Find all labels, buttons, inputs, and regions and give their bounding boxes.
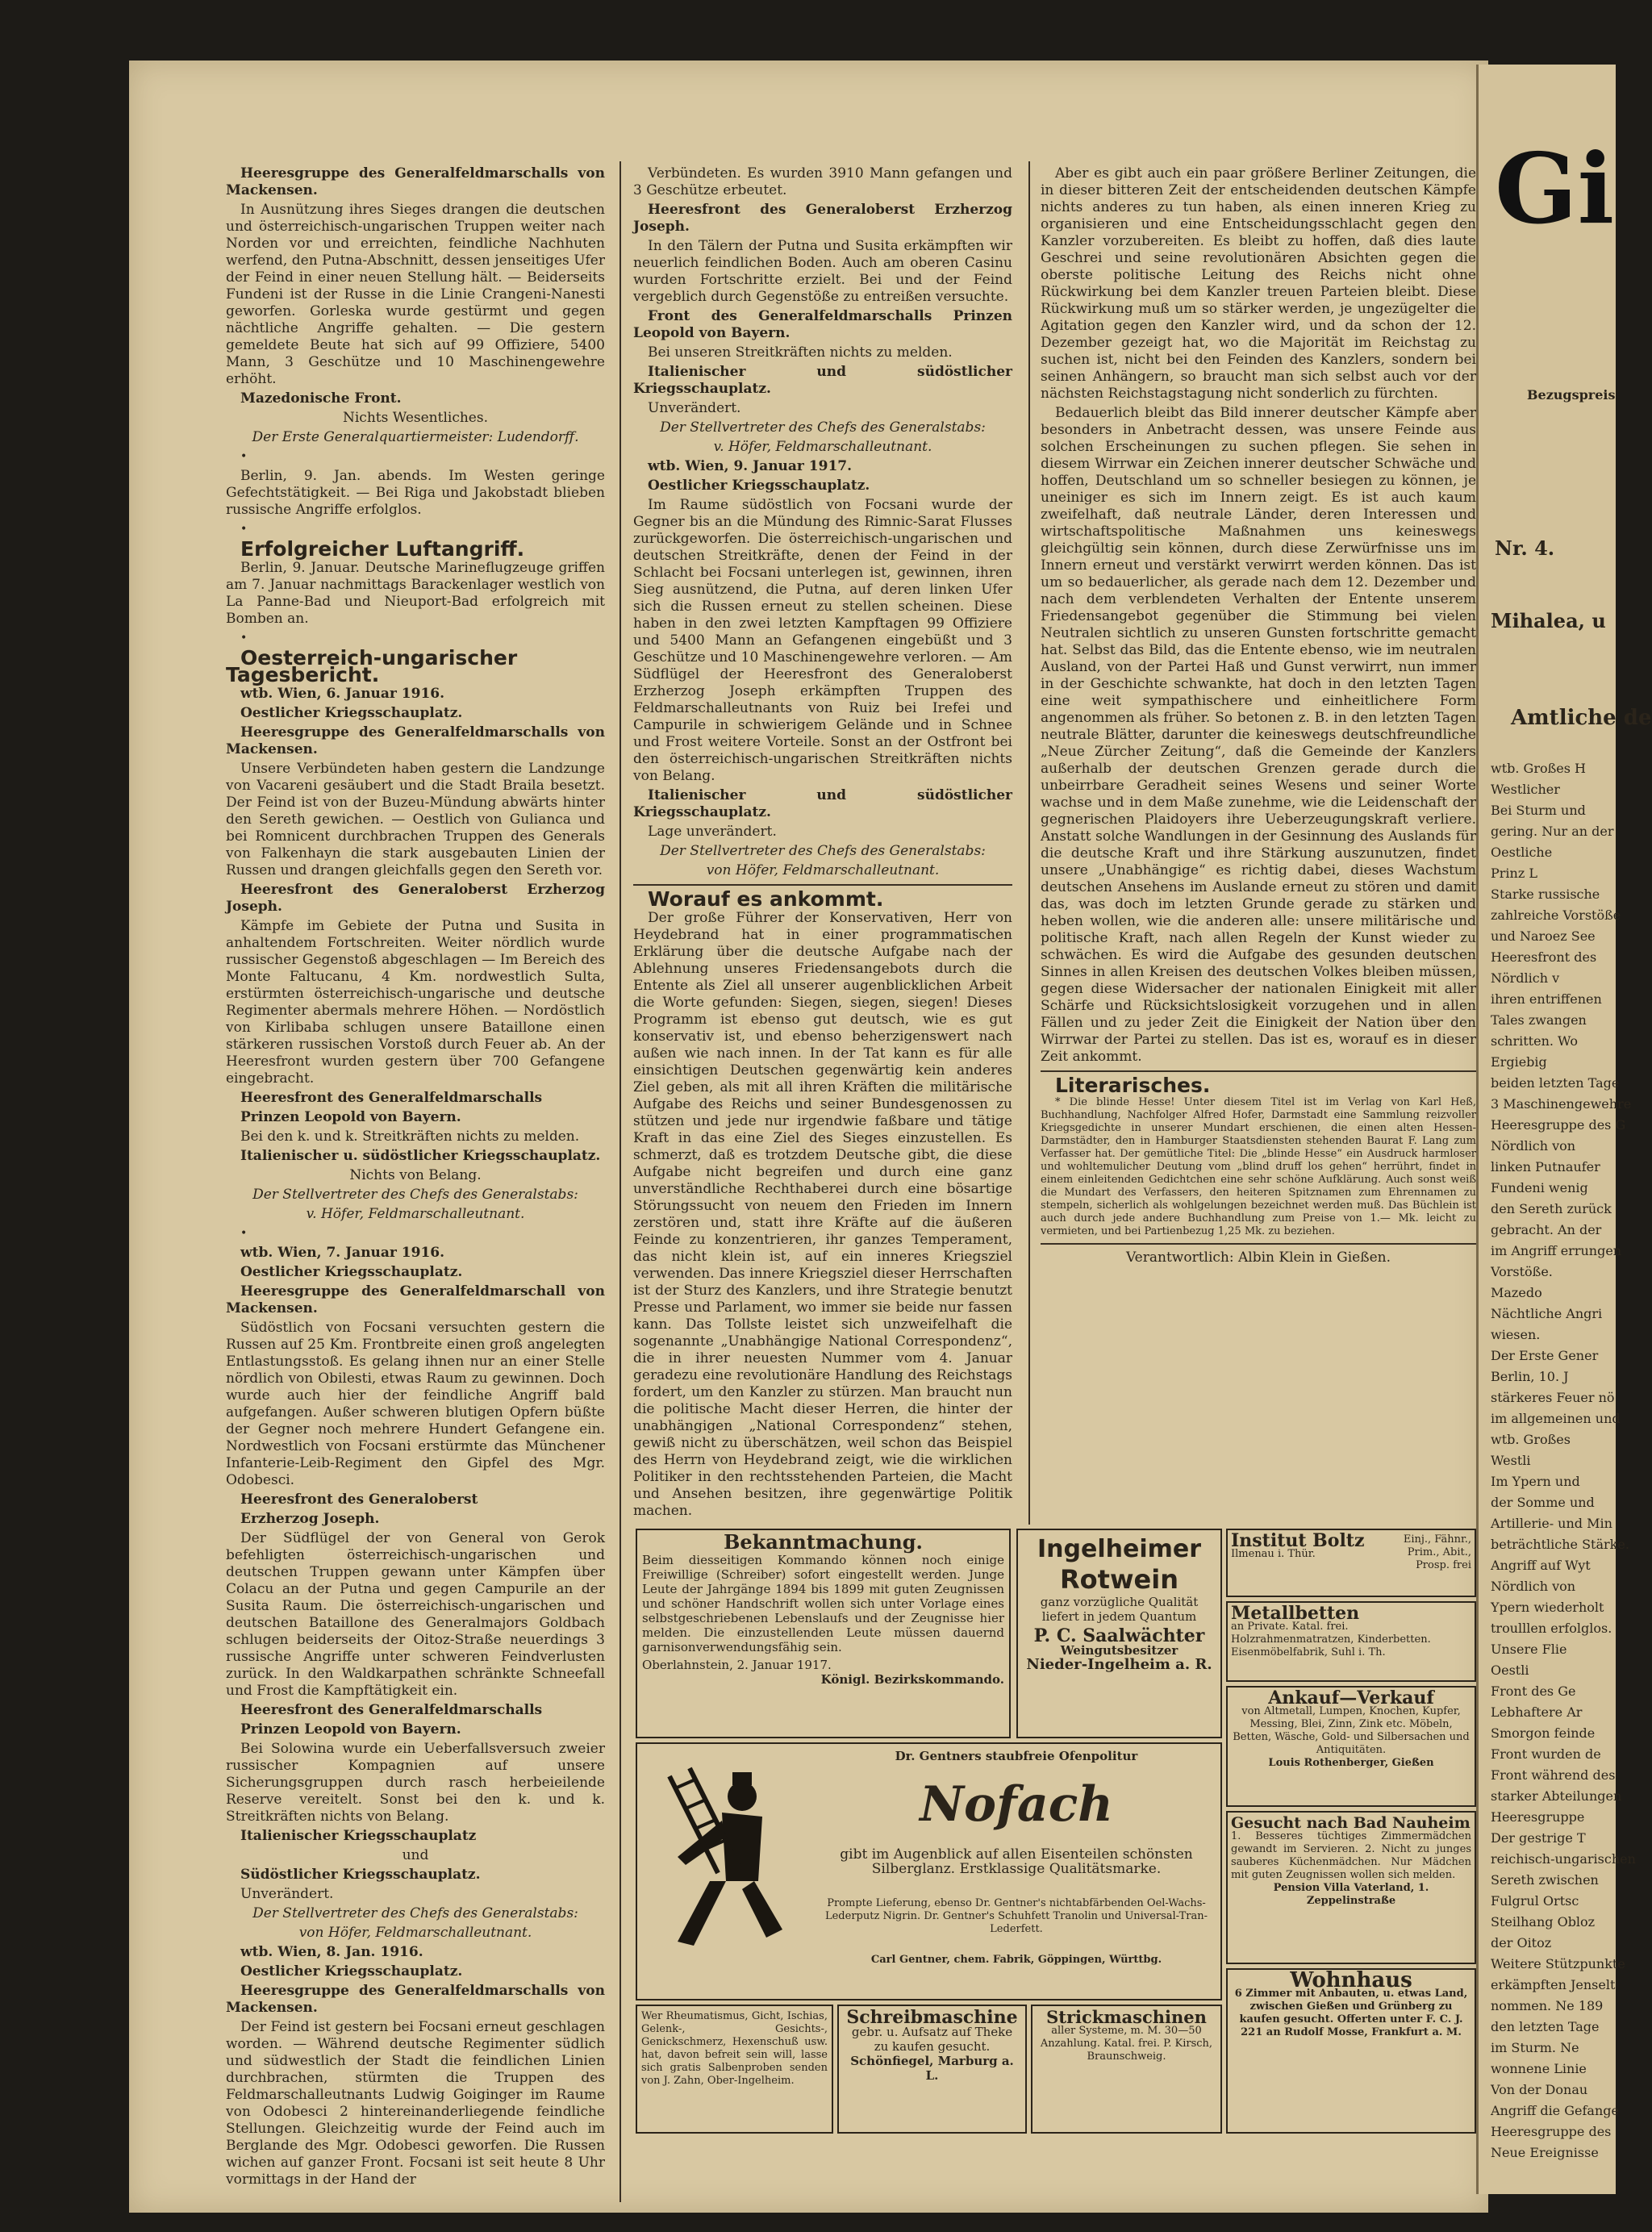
paragraph: Bei Solowina wurde ein Ueberfallsversuch zweier russischer Kompagnien auf unsere Sicherungsgruppen durch rasch herbeieilende Reserve vereitelt. Sonst bei den k. und k. Streitkräften nichts von Belang. xyxy=(226,1741,605,1825)
divider xyxy=(1041,1243,1476,1245)
divider xyxy=(1041,1070,1476,1072)
heading: Prinzen Leopold von Bayern. xyxy=(240,1109,461,1125)
masthead-sub: Bezugspreis xyxy=(1527,387,1616,403)
right-line: beträchtliche Stärke. xyxy=(1491,1537,1629,1552)
right-line: stärkeres Feuer nö xyxy=(1491,1390,1615,1405)
paragraph: In den Tälern der Putna und Susita erkämpften wir neuerlich feindlichen Boden. Auch am oberen Casinu wurden Fortschritte erzielt. Bei und der Feind vergeblich durch Gegenstöße zu entreißen versuchte. xyxy=(633,238,1012,305)
paragraph: Bei den k. und k. Streitkräften nichts zu melden. xyxy=(240,1129,580,1145)
right-line: Smorgon feinde xyxy=(1491,1725,1596,1741)
right-line: Ypern wiederholt xyxy=(1491,1600,1604,1615)
paragraph: Verbündeten. Es wurden 3910 Mann gefangen und 3 Geschütze erbeutet. xyxy=(633,165,1012,198)
right-line: 3 Maschinengewehre xyxy=(1491,1096,1632,1112)
heading: Heeresgruppe des Generalfeldmarschalls von Mackensen. xyxy=(226,165,605,198)
ad-text: Wer Rheumatismus, Gicht, Ischias, Gelenk-, Gesichts-, Genickschmerz, Hexenschuß usw. hat, davon befreit sein will, lasse sich gratis Salbenproben senden von J. Zahn, Ober-Ingelheim. xyxy=(641,2010,828,2087)
ad-title: Ankauf—Verkauf xyxy=(1268,1688,1434,1708)
paragraph: Berlin, 9. Januar. Deutsche Marineflugzeuge griffen am 7. Januar nachmittags Barackenlager westlich von La Panne-Bad und Nieuport-Bad erfolgreich mit Bomben an. xyxy=(226,560,605,627)
right-line: Front während des xyxy=(1491,1767,1616,1783)
right-line: Der gestrige T xyxy=(1491,1830,1586,1846)
right-line: Fulgrul Ortsc xyxy=(1491,1893,1579,1909)
right-line: wtb. Großes xyxy=(1491,1432,1571,1447)
heading: Italienischer und südöstlicher Kriegsschauplatz. xyxy=(633,364,1012,397)
right-line: Von der Donau xyxy=(1491,2082,1588,2097)
right-line: Front wurden de xyxy=(1491,1746,1601,1762)
ad-title: Wohnhaus xyxy=(1290,1968,1412,1992)
paragraph: Der Südflügel der von General von Gerok befehligten österreichisch-ungarischen und deutschen Truppen gewann unter Kämpfen über Colacu an der Putna und gegen Campurile an der Susita Raum. Die österreichisch-ungarischen und deutschen Bataillone des Generalmajors Goldbach schlugen beiderseits der Oitoz-Straße neuerdings 3 russische Angriffe unter schweren Feindverlusten zurück. In den Waldkarpathen schränkte Schneefall und Frost die Kampftätigkeit ein. xyxy=(226,1530,605,1699)
ad-text: Beim diesseitigen Kommando können noch einige Freiwillige (Schreiber) sofort eingestellt werden. Junge Leute der Jahrgänge 1894 bis 1899 mit guten Zeugnissen und schöner Handschrift wollen sich unter Vorlage eines selbstgeschriebenen Lebenslaufs und der Zeugnisse hier melden. Die einzustellenden Leute müssen dauernd garnisonverwendungsfähig sein. xyxy=(642,1553,1004,1654)
right-headline: Mihalea, u xyxy=(1491,609,1606,632)
ad-ingelheimer xyxy=(1016,1529,1222,1738)
right-line: Fundeni wenig xyxy=(1491,1180,1588,1195)
right-line: Ergiebig xyxy=(1491,1054,1547,1070)
right-line: der Oitoz xyxy=(1491,1935,1552,1950)
column-divider xyxy=(620,161,621,2202)
right-line: beiden letzten Tage xyxy=(1491,1075,1620,1091)
paragraph: In Ausnützung ihres Sieges drangen die deutschen und österreichisch-ungarischen Truppen weiter nach Norden vor und erreichten, feindliche Nachhuten werfend, den Putna-Abschnitt, dessen jenseitiges Ufer der Feind in einer neuen Stellung hält. — Beiderseits Fundeni ist der Russe in die Linie Crangeni-Nanesti geworfen. Gorleska wurde gestürmt und gegen nächtliche Angriffe gehalten. — Die gestern gemeldete Beute hat sich auf 99 Offiziere, 5400 Mann, 3 Geschütze und 10 Maschinengewehre erhöht. xyxy=(226,202,605,387)
heading: Heeresfront des Generalfeldmarschalls xyxy=(240,1702,543,1718)
heading: Italienischer Kriegsschauplatz xyxy=(240,1828,477,1844)
paragraph: Der große Führer der Konservativen, Herr von Heydebrand hat in einer programmatischen Erklärung über die deutsche Aufgabe nach der Ablehnung unseres Friedensangebots durch die Entente als Ziel all unserer augenblicklichen Arbeit die Worte gefunden: Siegen, siegen, siegen! Dieses Programm ist ebenso gut deutsch, wie es gut konservativ ist, und ebenso beherzigenswert nach außen wie nach innen. In der Tat kann es für alle einsichtigen Deutschen gegenwärtig kein anderes Ziel geben, als mit all ihren Kräften die militärische Aufgabe des Reichs und seiner Bundesgenossen zu stützen und jede nur irgendwie faßbare und tätige Kraft in das eine Ziel des Sieges einzustellen. Es schmerzt, daß es trotzdem Deutsche gibt, die diese Aufgabe nicht begreifen und durch eine ganz unverständliche Rechthaberei durch eine bösartige Störungssucht von neuem den Frieden im Innern zerstören und, statt ihre Kräfte auf die äußeren Feinde zu konzentrieren, ihr ganzes Temperament, das nicht klein ist, auf ein inneres Kriegsziel verwenden. Das innere Kriegsziel dieser Herrschaften ist der Sturz des Kanzlers, und ihre Strategie benutzt Presse und Parlament, wo immer sie beide nur fassen kann. Das Tollste leistet sich unzweifelhaft die sogenannte „Unabhängige National Correspondenz“, die in ihrer neuesten Nummer vom 4. Januar geradezu eine revolutionäre Handlung des Reichstags fordert, um den Kanzler zu stürzen. Man braucht nun die politische Macht dieser Herren, die hinter der unabhängigen „National Correspondenz“ stehen, gewiß nicht zu überschätzen, weil schon das Beispiel des Herrn von Heydebrand zeigt, wie die wirklichen Politiker in den rechtsstehenden Parteien, die Macht und Ansehen besitzen, ihre gegenwärtige Politik machen. xyxy=(633,910,1012,1519)
right-lines xyxy=(1491,758,1636,2163)
paragraph: Bei unseren Streitkräften nichts zu melden. xyxy=(648,344,953,361)
ad-firm: P. C. Saalwächter xyxy=(1033,1625,1205,1646)
ad-text: an Private. Katal. frei. Holzrahmenmatratzen, Kinderbetten. Eisenmöbelfabrik, Suhl i. Th. xyxy=(1231,1621,1431,1658)
right-line: Vorstöße. xyxy=(1491,1264,1553,1279)
bullet: • xyxy=(240,523,248,536)
heading: Oestlicher Kriegsschauplatz. xyxy=(240,1963,463,1980)
headline: Worauf es ankommt. xyxy=(648,887,884,911)
right-line: Heeresgruppe des G xyxy=(1491,1117,1626,1133)
text: Nichts von Belang. xyxy=(349,1167,482,1183)
dateline: wtb. Wien, 6. Januar 1916. xyxy=(240,686,445,702)
right-line: den Sereth zurück xyxy=(1491,1201,1612,1216)
heading: Oestlicher Kriegsschauplatz. xyxy=(240,705,463,721)
signature: v. Höfer, Feldmarschalleutnant. xyxy=(306,1206,525,1222)
ad-title: Metallbetten xyxy=(1231,1603,1360,1624)
signature: Der Stellvertreter des Chefs des Generalstabs: xyxy=(660,419,986,436)
heading: Heeresfront des Generaloberst Erzherzog Joseph. xyxy=(226,882,605,915)
paragraph: Kämpfe im Gebiete der Putna und Susita in anhaltendem Fortschreiten. Weiter nördlich wurde russischer Gegenstoß abgeschlagen — Im Bereich des Monte Faltucanu, 4 Km. nordwestlich Sulta, erstürmten österreichisch-ungarische und deutsche Regimenter abermals mehrere Höhen. — Nordöstlich von Kirlibaba schlugen unsere Bataillone einen stärkeren russischen Vorstoß durch Feuer ab. An der Heeresfront wurden gestern über 700 Gefangene eingebracht. xyxy=(226,918,605,1087)
signature: von Höfer, Feldmarschalleutnant. xyxy=(298,1925,532,1941)
heading: Heeresfront des Generalfeldmarschalls xyxy=(240,1090,543,1106)
ad-place: Nieder-Ingelheim a. R. xyxy=(1026,1656,1212,1673)
right-line: Tales zwangen xyxy=(1491,1012,1587,1028)
right-line: Mazedo xyxy=(1491,1285,1542,1300)
signature: Der Erste Generalquartiermeister: Ludendorff. xyxy=(252,429,579,445)
right-line: wiesen. xyxy=(1491,1327,1541,1342)
chimney-sweep-illustration xyxy=(645,1760,799,1994)
ad-title: Strickmaschinen xyxy=(1046,2007,1207,2027)
heading: Heeresfront des Generaloberst xyxy=(240,1491,478,1508)
ad-text: ganz vorzügliche Qualität liefert in jedem Quantum xyxy=(1040,1595,1199,1624)
imprint: Verantwortlich: Albin Klein in Gießen. xyxy=(1125,1250,1391,1266)
ad-title: Schreibmaschine xyxy=(846,2007,1018,2028)
right-line: Prinz L xyxy=(1491,866,1537,881)
dateline: wtb. Wien, 7. Januar 1916. xyxy=(240,1245,445,1261)
heading: Erzherzog Joseph. xyxy=(240,1511,380,1527)
right-line: troulllen erfolglos. xyxy=(1491,1621,1612,1636)
dateline: wtb. Wien, 9. Januar 1917. xyxy=(648,458,853,474)
right-line: zahlreiche Vorstöße xyxy=(1491,907,1621,923)
right-line: und Naroez See xyxy=(1491,928,1596,944)
heading: Heeresgruppe des Generalfeldmarschalls von Mackensen. xyxy=(226,1983,605,2016)
paragraph: Südöstlich von Focsani versuchten gestern die Russen auf 25 Km. Frontbreite einen groß angelegten Entlastungsstoß. Es gelang ihnen nur an einer Stelle nördlich von Obilesti, etwas Raum zu gewinnen. Doch wurde auch hier der feindliche Angriff bald aufgefangen. Außer schweren blutigen Opfern büßte der Gegner noch mehrere Hundert Gefangene ein. Nordwestlich von Focsani erstürmte das Münchener Infanterie-Leib-Regiment den Gipfel des Mgr. Odobesci. xyxy=(226,1320,605,1488)
paragraph: Berlin, 9. Jan. abends. Im Westen geringe Gefechtstätigkeit. — Bei Riga und Jakobstadt blieben russische Angriffe erfolglos. xyxy=(226,468,605,518)
right-line: nommen. Ne 189 xyxy=(1491,1998,1604,2013)
newspaper-page-left xyxy=(129,60,1488,2213)
right-line: Oestliche xyxy=(1491,845,1553,860)
ad-firm: Schönfiegel, Marburg a. L. xyxy=(850,2054,1014,2083)
column-2 xyxy=(633,165,1012,1521)
ad-title: Gesucht nach Bad Nauheim xyxy=(1231,1814,1471,1832)
ad-metallbetten xyxy=(1226,1601,1476,1682)
heading: Prinzen Leopold von Bayern. xyxy=(240,1721,461,1738)
right-line: im allgemeinen und xyxy=(1491,1411,1621,1426)
right-line: Westlicher xyxy=(1491,782,1560,797)
heading: Oestlicher Kriegsschauplatz. xyxy=(240,1264,463,1280)
heading: Mazedonische Front. xyxy=(240,390,402,407)
right-line: Starke russische xyxy=(1491,887,1600,902)
paragraph: Bedauerlich bleibt das Bild innerer deutscher Kämpfe aber besonders in Anbetracht dessen, was unsere Feinde aus solchen Erscheinungen zu suchen pflegen. Sie sehen in diesem Wirrwar ein Zeichen innerer deutscher Schwäche und hoffen, Deutschland um so schneller besiegen zu können, je uneiniger es sich im Innern zeigt. Es ist auch kaum zweifelhaft, daß neutrale Länder, deren Interessen und wirtschaftspolitische Maßnahmen uns keineswegs gleichgültig sein können, durch diese Zerwürfnisse uns im Innern erneut und verstärkt verwirrt werden können. Das ist um so bedauerlicher, als gerade nach dem 12. Dezember und nach dem verblendeten Verhalten der Entente unserem Friedensangebot gegenüber die Stimmung bei vielen Neutralen sichtlich zu unseren Gunsten fortschritte gemacht hat. Selbst das Bild, das die Entente ebenso, wie im neutralen Ausland, von der Partei Haß und Gunst verwirrt, nun immer in der Geschichte schwankte, hat doch in den letzten Tagen eine weit sympathischere und einheitlichere Form angenommen als früher. So betonen z. B. in den letzten Tagen neutrale Blätter, darunter die keineswegs deutschfreundliche „Neue Zürcher Zeitung“, daß die Gemeinde der Kanzlers außerhalb der deutschen Grenzen gerade durch die unbeirrbare Geradheit seines Wesens und seiner Worte wachse und in dem Maße zunehme, wie die Leidenschaft der gegnerischen Plaidoyers ihre Ueberzeugungskraft verliere. Anstatt solche Wandlungen in der Gesinnung des Auslands für die deutsche Kraft und ihre Stärkung auszunutzen, findet unsere „Unabhängige“ es richtig dabei, dieses Wachstum deutschen Ansehens im Auslande erneut zu stören und damit das, was doch im letzten Grunde gerade zu stärken und heben wollen, wie die anderen alle: unsere militärische und politische Kraft, nach allen Regeln der Kunst wieder zu schwächen. Es wird die Aufgabe des gesunden deutschen Sinnes in allen Kreisen des deutschen Volkes bleiben müssen, gegen diese Widersacher der nationalen Einigkeit mit aller Schärfe und Rücksichtslosigkeit vorzugehen und in allen Fällen und zu jeder Zeit die Einigkeit der Nation über den Wirrwar der Partei zu stellen. Das ist es, worauf es in dieser Zeit ankommt. xyxy=(1041,405,1476,1065)
ad-right: Einj., Fähnr., Prim., Abit., Prosp. frei xyxy=(1403,1533,1471,1571)
right-line: Nördlich v xyxy=(1491,970,1560,986)
right-line: Weitere Stützpunkte xyxy=(1491,1956,1625,1971)
heading: Italienischer und südöstlicher Kriegsschauplatz. xyxy=(633,787,1012,820)
column-divider xyxy=(1028,161,1030,1525)
ad-text: aller Systeme, m. M. 30—50 Anzahlung. Katal. frei. P. Kirsch, Braunschweig. xyxy=(1040,2025,1213,2063)
ad-title: Dr. Gentners staubfreie Ofenpolitur xyxy=(895,1749,1138,1763)
headline: Literarisches. xyxy=(1055,1074,1211,1097)
right-line: erkämpften Jenselt xyxy=(1491,1977,1616,1992)
ad-text: 6 Zimmer mit Anbauten, u. etwas Land, zwischen Gießen und Grünberg zu kaufen gesucht. Offerten unter F. C. J. 221 an Rudolf Mosse, Frankfurt a. M. xyxy=(1234,1988,1468,2038)
ad-place: Oberlahnstein, 2. Januar 1917. xyxy=(642,1658,832,1672)
right-line: schritten. Wo xyxy=(1491,1033,1579,1049)
right-line: der Somme und xyxy=(1491,1495,1595,1510)
right-line: Heeresfront des xyxy=(1491,949,1597,965)
heading: Oestlicher Kriegsschauplatz. xyxy=(648,478,870,494)
headline: Erfolgreicher Luftangriff. xyxy=(240,537,525,561)
right-line: linken Putnaufer xyxy=(1491,1159,1600,1174)
ad-institut-boltz xyxy=(1226,1529,1476,1597)
column-3 xyxy=(1041,165,1476,1521)
right-line: gebracht. An der xyxy=(1491,1222,1602,1237)
heading: Front des Generalfeldmarschalls Prinzen Leopold von Bayern. xyxy=(633,308,1012,341)
ad-title: Ingelheimer xyxy=(1037,1535,1201,1563)
right-line: Nördlich von xyxy=(1491,1579,1576,1594)
column-1 xyxy=(226,165,605,2198)
right-line: Front des Ge xyxy=(1491,1683,1576,1699)
paragraph: Im Raume südöstlich von Focsani wurde der Gegner bis an die Mündung des Rimnic-Sarat Flusses zurückgeworfen. Die österreichisch-ungarischen und deutschen Streitkräfte, denen der Feind in der Schlacht bei Focsani unterlegen ist, gewinnen, ihren Sieg ausnützend, die Putna, auf deren linken Ufer sich die Russen erneut zu stellen scheinen. Diese haben in den zwei letzten Kampftagen 99 Offiziere und 5400 Mann an Gefangenen eingebüßt und 3 Geschütze und 10 Maschinengewehre verloren. — Am Südflügel der Heeresfront des Generaloberst Erzherzog Joseph erkämpften Truppen des Feldmarschalleutnants von Ruiz bei Irefei und Campurile in schwierigem Gelände und in Schnee und Frost weitere Vorteile. Sonst an der Ostfront bei den österreichisch-ungarischen Streitkräften nichts von Belang. xyxy=(633,497,1012,784)
ad-bad-nauheim xyxy=(1226,1811,1476,1964)
ad-sub: Ilmenau i. Thür. xyxy=(1231,1548,1316,1560)
ad-schreibmaschine xyxy=(837,2005,1027,2134)
ad-title: Institut Boltz xyxy=(1231,1530,1365,1551)
right-line: Neue Ereignisse xyxy=(1491,2145,1599,2160)
right-line: Steilhang Obloz xyxy=(1491,1914,1596,1930)
signature: von Höfer, Feldmarschalleutnant. xyxy=(706,862,940,878)
text: Unverändert. xyxy=(648,400,741,416)
heading: Heeresfront des Generaloberst Erzherzog Joseph. xyxy=(633,202,1012,235)
signature: Der Stellvertreter des Chefs des Generalstabs: xyxy=(252,1187,578,1203)
paragraph: Unsere Verbündeten haben gestern die Landzunge von Vacareni gesäubert und die Stadt Braila besetzt. Der Feind ist von der Buzeu-Mündung abwärts hinter den Sereth gewichen. — Oestlich von Gulianca und bei Romnicent durchbrachen Truppen des Generals von Falkenhayn die stark ausgebauten Linien der Russen und drangen gleichfalls gegen den Sereth vor. xyxy=(226,761,605,878)
newspaper-page-right-edge xyxy=(1476,65,1652,2194)
paragraph: Aber es gibt auch ein paar größere Berliner Zeitungen, die in dieser bitteren Zeit der entscheidenden deutschen Kämpfe nichts anderes zu tun haben, als einen inneren Krieg zu organisieren und eine Entscheidungsschlacht gegen den Kanzler vorzubereiten. Es bleibt zu hoffen, daß dies laute Geschrei und seine revolutionären Absichten gegen die oberste politische Leitung des Reichs nicht ohne Rückwirkung bei dem Kanzler treuen Parteien bleibt. Diese Rückwirkung muß um so stärker werden, je ungezügelter die Agitation gegen den Kanzler wird, und da schon der 12. Dezember gezeigt hat, wo die Majorität im Reichstag zu suchen ist, nicht bei den Feinden des Kanzlers, sondern bei seinen Anhängern, so braucht man sich selbst auch vor der nächsten Reichstagstagung nicht sonderlich zu fürchten. xyxy=(1041,165,1476,402)
ad-small: Prompte Lieferung, ebenso Dr. Gentner's nichtabfärbenden Oel-Wachs-Lederputz Nigrin. Dr. Gentner's Schuhfett Tranolin und Universal-Tran-Lederfett. xyxy=(824,1897,1208,1935)
heading: Italienischer u. südöstlicher Kriegsschauplatz. xyxy=(240,1148,601,1164)
text: Unverändert. xyxy=(240,1886,334,1902)
right-line: ihren entriffenen xyxy=(1491,991,1602,1007)
ad-firm: Louis Rothenberger, Gießen xyxy=(1268,1757,1434,1769)
right-line: Nördlich von xyxy=(1491,1138,1576,1154)
ad-gentner xyxy=(636,1742,1222,2000)
heading: Südöstlicher Kriegsschauplatz. xyxy=(240,1867,481,1883)
right-line: wtb. Großes H xyxy=(1491,761,1587,776)
right-line: Der Erste Gener xyxy=(1491,1348,1599,1363)
right-line: Heeresgruppe des xyxy=(1491,2124,1612,2139)
text: und xyxy=(402,1847,429,1863)
signature: Der Stellvertreter des Chefs des Generalstabs: xyxy=(252,1905,578,1921)
signature: Der Stellvertreter des Chefs des Generalstabs: xyxy=(660,843,986,859)
heading: Heeresgruppe des Generalfeldmarschall von Mackensen. xyxy=(226,1283,605,1316)
right-line: im Sturm. Ne xyxy=(1491,2040,1579,2055)
right-line: gering. Nur an der xyxy=(1491,824,1614,839)
right-line: Lebhaftere Ar xyxy=(1491,1704,1583,1720)
divider xyxy=(633,884,1012,886)
right-line: im Angriff errungen xyxy=(1491,1243,1622,1258)
right-line: Westli xyxy=(1491,1453,1531,1468)
issue-number: Nr. 4. xyxy=(1495,536,1555,560)
ad-firm-sub: Weingutsbesitzer xyxy=(1060,1643,1179,1658)
ad-text: gebr. u. Aufsatz auf Theke zu kaufen gesucht. xyxy=(851,2025,1013,2054)
paragraph: Der Feind ist gestern bei Focsani erneut geschlagen worden. — Während deutsche Regimenter südlich und südwestlich der Stadt die feindlichen Linien durchbrachen, stürmten die Truppen des Feldmarschalleutnants Ludwig Goiginger im Raume von Odobesci 2 hintereinanderliegende feindliche Stellungen. Gleichzeitig wurde der Feind auch im Berglande des Mgr. Odobesci geworfen. Die Russen wichen auf ganzer Front. Focsani ist seit heute 8 Uhr vormittags in der Hand der xyxy=(226,2019,605,2188)
ad-logo: Nofach xyxy=(920,1776,1113,1833)
paragraph: * Die blinde Hesse! Unter diesem Titel ist im Verlag von Karl Heß, Buchhandlung, Nachfolger Alfred Hofer, Darmstadt eine Sammlung reizvoller Kriegsgedichte in unserer Mundart erschienen, die einen alten Hessen-Darmstädter, den in Hamburger Staatsdiensten stehenden Baurat F. Lang zum Verfasser hat. Der gemütliche Titel: Die „blinde Hesse“ ein Ausdruck harmloser und wohltemulicher Deutung vom „blind druff los gehen“ herrührt, findet in einem einleitenden Gedichtchen eine sehr schöne Aufklärung. Auch sonst weiß die Mundart des Verfassers, den heiteren Spitznamen zum Ehrennamen zu stempeln, sicherlich als wohlgelungen bezeichnet werden muß. Das Büchlein ist auch durch jede andere Buchhandlung zum Preise von 1.— Mk. leicht zu vermieten, und bei Partienbezug 1,25 Mk. zu beziehen. xyxy=(1041,1096,1476,1237)
right-line: Berlin, 10. J xyxy=(1491,1369,1569,1384)
ad-rheumatismus xyxy=(636,2005,833,2134)
text: Lage unverändert. xyxy=(648,824,777,840)
ad-text: gibt im Augenblick auf allen Eisenteilen schönsten Silberglanz. Erstklassige Qualitätsmarke. xyxy=(840,1846,1193,1877)
right-line: Nächtliche Angri xyxy=(1491,1306,1603,1321)
right-line: Im Ypern und xyxy=(1491,1474,1580,1489)
dateline: wtb. Wien, 8. Jan. 1916. xyxy=(240,1944,423,1960)
ad-wohnhaus xyxy=(1226,1968,1476,2134)
bullet: • xyxy=(240,450,248,463)
ad-strickmaschinen xyxy=(1031,2005,1222,2134)
heading: Heeresgruppe des Generalfeldmarschalls von Mackensen. xyxy=(226,724,605,757)
ad-text: 1. Besseres tüchtiges Zimmermädchen gewandt im Servieren. 2. Nicht zu junges sauberes Küchenmädchen. Nur Mädchen mit guten Zeugnissen wollen sich melden. xyxy=(1231,1830,1471,1881)
bullet: • xyxy=(240,632,248,645)
right-line: Unsere Flie xyxy=(1491,1642,1567,1657)
ad-firm: Pension Villa Vaterland, 1. Zeppelinstraße xyxy=(1273,1882,1429,1907)
right-line: Angriff auf Wyt xyxy=(1491,1558,1591,1573)
right-line: Bei Sturm und xyxy=(1491,803,1586,818)
text: Nichts Wesentliches. xyxy=(343,410,488,426)
right-line: Artillerie- und Min xyxy=(1491,1516,1612,1531)
ad-ankauf-verkauf xyxy=(1226,1686,1476,1807)
ad-firm: Carl Gentner, chem. Fabrik, Göppingen, Württbg. xyxy=(870,1954,1162,1966)
right-line: reichisch-ungarischen xyxy=(1491,1851,1636,1867)
signature: v. Höfer, Feldmarschalleutnant. xyxy=(713,439,932,455)
bullet: • xyxy=(240,1227,248,1240)
right-line: Sereth zwischen xyxy=(1491,1872,1599,1888)
right-line: Heeresgruppe xyxy=(1491,1809,1585,1825)
ad-sign: Königl. Bezirkskommando. xyxy=(820,1672,1004,1687)
ad-text: von Altmetall, Lumpen, Knochen, Kupfer, Messing, Blei, Zinn, Zink etc. Möbeln, Betten, Wäsche, Gold- und Silbersachen und Antiquitäten. xyxy=(1233,1705,1470,1756)
right-line: starker Abteilungen xyxy=(1491,1788,1622,1804)
right-line: Oestli xyxy=(1491,1663,1529,1678)
right-headline-2: Amtliche de xyxy=(1511,706,1652,730)
right-line: Angriff die Gefange xyxy=(1491,2103,1619,2118)
ad-title: Bekanntmachung. xyxy=(724,1530,923,1554)
ad-bekanntmachung xyxy=(636,1529,1011,1738)
headline: Oesterreich-ungarischer Tagesbericht. xyxy=(226,646,518,686)
ad-title-2: Rotwein xyxy=(1060,1564,1179,1595)
masthead: Gi xyxy=(1495,132,1615,246)
right-line: wonnene Linie xyxy=(1491,2061,1587,2076)
right-line: den letzten Tage xyxy=(1491,2019,1600,2034)
